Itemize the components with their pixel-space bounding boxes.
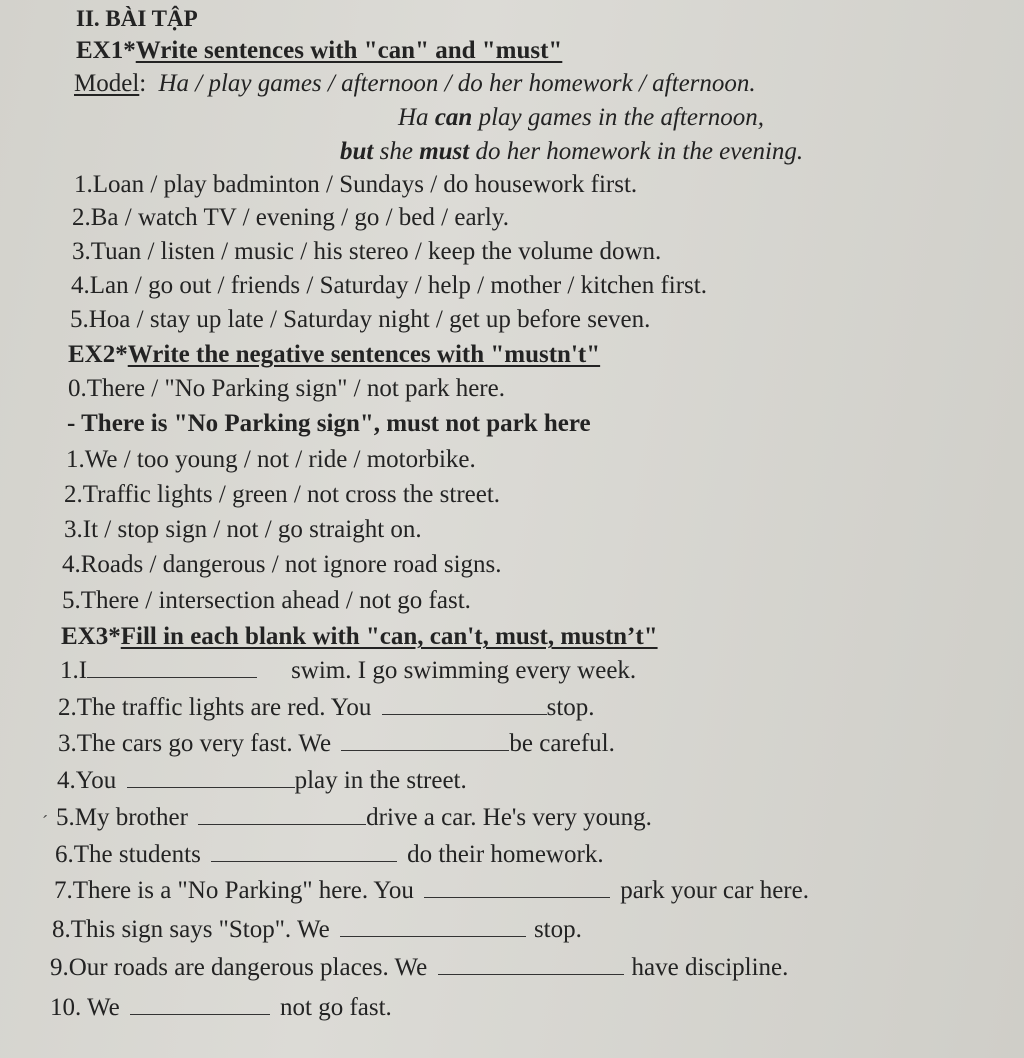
ex1-item-3: 3.Tuan / listen / music / his stereo / keep the volume down.	[72, 238, 662, 265]
ex1-item-1: 1.Loan / play badminton / Sundays / do housework first.	[74, 171, 638, 198]
model-answer-text: play games in the afternoon,	[472, 104, 764, 131]
model-answer-text: do her homework in the evening.	[469, 138, 804, 165]
model-sep: :	[139, 70, 147, 97]
answer-blank[interactable]	[198, 804, 366, 825]
ex3-item-text: play in the street.	[294, 767, 467, 794]
ex3-item-text: 7.There is a "No Parking" here. You	[54, 877, 421, 904]
model-answer-line2	[340, 137, 803, 167]
ex3-item-text: 3.The cars go very fast. We	[58, 730, 338, 757]
ex3-item-8	[52, 915, 582, 945]
ex3-label: EX3*	[61, 623, 121, 650]
model-answer-must: must	[419, 138, 470, 165]
model-prompt: Ha / play games / afternoon / do her homework / afternoon.	[158, 70, 756, 97]
ex3-item-text: park your car here.	[620, 877, 809, 904]
ex3-item-text: 4.You	[57, 767, 123, 794]
ex1-label: EX1*	[76, 37, 136, 64]
ex3-item-text: stop.	[533, 916, 582, 943]
ex1-item-4: 4.Lan / go out / friends / Saturday / help / mother / kitchen first.	[71, 272, 707, 299]
ex3-item-4	[57, 766, 467, 796]
ex2-item-1: 1.We / too young / not / ride / motorbike.	[66, 446, 476, 473]
ex3-item-5	[56, 803, 652, 833]
ex3-item-7	[54, 876, 809, 906]
ex1-model	[74, 69, 756, 99]
ex1-title: Write sentences with "can" and "must"	[135, 37, 563, 64]
ex3-item-text: 6.The students	[55, 841, 208, 868]
ex1-item-2: 2.Ba / watch TV / evening / go / bed / early.	[72, 204, 509, 231]
answer-blank[interactable]	[87, 657, 257, 678]
answer-blank[interactable]	[340, 916, 526, 937]
ex3-item-text: 2.The traffic lights are red. You	[58, 694, 378, 721]
ex3-item-6	[55, 840, 604, 870]
margin-mark: ´	[42, 812, 48, 832]
answer-blank[interactable]	[130, 994, 270, 1015]
ex3-item-text: not go fast.	[280, 994, 392, 1021]
ex3-item-text: stop.	[546, 694, 595, 721]
ex2-label: EX2*	[68, 341, 128, 368]
model-answer-text: she	[373, 138, 420, 165]
answer-blank[interactable]	[127, 767, 295, 788]
ex2-item-4: 4.Roads / dangerous / not ignore road signs.	[62, 551, 502, 578]
ex3-title: Fill in each blank with "can, can't, must, mustn’t"	[120, 623, 658, 650]
model-answer-can: can	[434, 104, 473, 131]
answer-blank[interactable]	[341, 730, 509, 751]
ex3-item-text: 9.Our roads are dangerous places. We	[50, 954, 434, 981]
ex3-item-3	[58, 729, 615, 759]
ex3-item-text: 1.I	[60, 657, 88, 684]
ex3-item-10	[50, 993, 392, 1023]
answer-blank[interactable]	[382, 694, 547, 715]
ex3-item-text: do their homework.	[407, 841, 604, 868]
answer-blank[interactable]	[424, 877, 610, 898]
answer-blank[interactable]	[438, 954, 624, 975]
model-answer-text: Ha	[398, 104, 435, 131]
ex2-item-5: 5.There / intersection ahead / not go fast.	[62, 587, 471, 614]
ex3-item-1	[60, 656, 636, 686]
ex3-item-9	[50, 953, 788, 983]
ex3-item-2	[58, 693, 595, 723]
answer-blank[interactable]	[211, 841, 397, 862]
ex2-item-3: 3.It / stop sign / not / go straight on.	[64, 516, 422, 543]
ex3-item-text: drive a car. He's very young.	[366, 804, 652, 831]
ex3-item-text: have discipline.	[631, 954, 789, 981]
model-label: Model	[74, 70, 140, 97]
ex2-example-answer: - There is "No Parking sign", must not park here	[67, 410, 591, 437]
ex2-heading	[68, 340, 600, 370]
ex1-item-5: 5.Hoa / stay up late / Saturday night / get up before seven.	[70, 306, 651, 333]
ex3-item-text: 5.My brother	[56, 804, 195, 831]
ex3-item-text: be careful.	[509, 730, 615, 757]
ex2-title: Write the negative sentences with "mustn't"	[127, 341, 601, 368]
ex1-heading	[76, 36, 562, 66]
model-answer-but: but	[340, 138, 374, 165]
section-title: II. BÀI TẬP	[76, 6, 198, 31]
model-answer-line1	[398, 103, 764, 133]
ex2-item-2: 2.Traffic lights / green / not cross the street.	[64, 481, 501, 508]
ex3-item-text: 10. We	[50, 994, 126, 1021]
ex3-heading	[61, 622, 658, 652]
ex2-example-prompt: 0.There / "No Parking sign" / not park here.	[68, 375, 505, 402]
ex3-item-text: swim. I go swimming every week.	[291, 657, 637, 684]
ex3-item-text: 8.This sign says "Stop". We	[52, 916, 336, 943]
